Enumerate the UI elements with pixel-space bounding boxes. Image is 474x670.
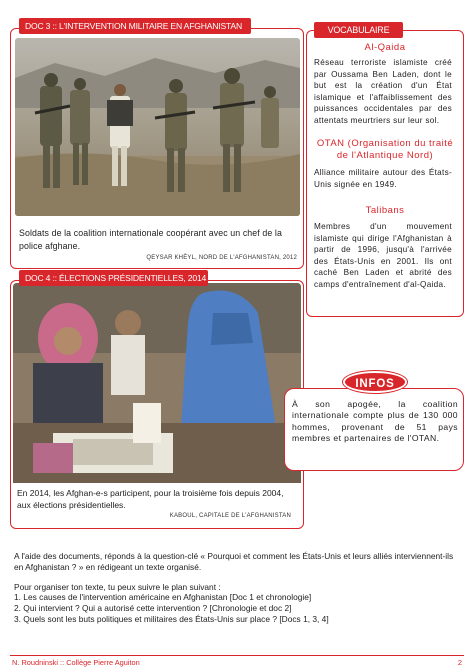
plan-intro: Pour organiser ton texte, tu peux suivre le plan suivant :: [14, 581, 221, 592]
doc4-photo-election: [13, 283, 301, 483]
vocab-term-al-qaida: Al-Qaida: [364, 42, 406, 53]
infos-badge: INFOS: [343, 371, 407, 393]
vocab-term-otan: OTAN (Organisation du traité de l'Atlantique Nord): [316, 138, 454, 161]
footer-divider: [10, 655, 464, 656]
task-section: [14, 551, 464, 625]
doc4-caption: En 2014, les Afghan-e-s participent, pour la troisième fois depuis 2004, aux élections présidentielles.: [17, 488, 284, 510]
doc3-caption: Soldats de la coalition internationale coopérant avec un chef de la police afghane.: [19, 228, 282, 251]
doc3-title-tab: DOC 3 :: L'INTERVENTION MILITAIRE EN AFGHANISTAN: [19, 18, 251, 34]
soldiers-photo-illustration: [15, 38, 300, 216]
plan-item-3: 3. Quels sont les buts politiques et militaires des États-Unis sur place ? [Docs 1, 3, 4]: [14, 613, 329, 624]
plan-item-2: 2. Qui intervient ? Qui a autorisé cette intervention ? [Chronologie et doc 2]: [14, 603, 292, 614]
infos-text: À son apogée, la coalition internationale compte plus de 130 000 hommes, provenant de 51 pays membres et partenaires de l'OTAN.: [292, 399, 458, 443]
doc3-credit: QEYSAR KHÈYL, NORD DE L'AFGHANISTAN, 2012: [146, 255, 297, 261]
vocab-definition-al-qaida: Réseau terroriste islamiste créé par Oussama Ben Laden, dont le but est la création d'un État islamique et l'affaiblissement des puissances occidentales par des attentats meurtriers sur leur sol.: [314, 58, 452, 125]
election-photo-illustration: [13, 283, 301, 483]
plan-item-1: 1. Les causes de l'intervention américaine en Afghanistan [Doc 1 et chronologie]: [14, 592, 312, 603]
vocab-term-talibans: Talibans: [365, 205, 405, 216]
vocab-definition-otan: Alliance militaire autour des États-Unis signée en 1949.: [314, 168, 452, 189]
page-number: 2: [457, 658, 462, 667]
key-question: A l'aide des documents, réponds à la question-clé « Pourquoi et comment les États-Unis et leurs alliés interviennent-ils en Afghanistan ? » en rédigeant un texte organisé.: [14, 551, 454, 572]
doc4-title-tab: DOC 4 :: ÉLECTIONS PRÉSIDENTIELLES, 2014: [19, 270, 208, 286]
vocabulary-title-tab: VOCABULAIRE: [314, 22, 403, 38]
vocab-definition-talibans: Membres d'un mouvement islamiste qui dirige l'Afghanistan à partir de 1996, jusqu'à l'arrivée des États-Unis en 2001. Ils ont caché Ben Laden et abrité des camps d'entraînement d'al-Qaida.: [314, 222, 452, 289]
doc4-frame: [10, 280, 304, 529]
doc3-frame: [10, 28, 304, 269]
doc3-photo-soldiers: [15, 38, 300, 216]
footer-author: N. Roudninski :: Collège Pierre Aguiton: [12, 658, 140, 667]
doc4-credit: KABOUL, CAPITALE DE L'AFGHANISTAN: [169, 513, 291, 519]
